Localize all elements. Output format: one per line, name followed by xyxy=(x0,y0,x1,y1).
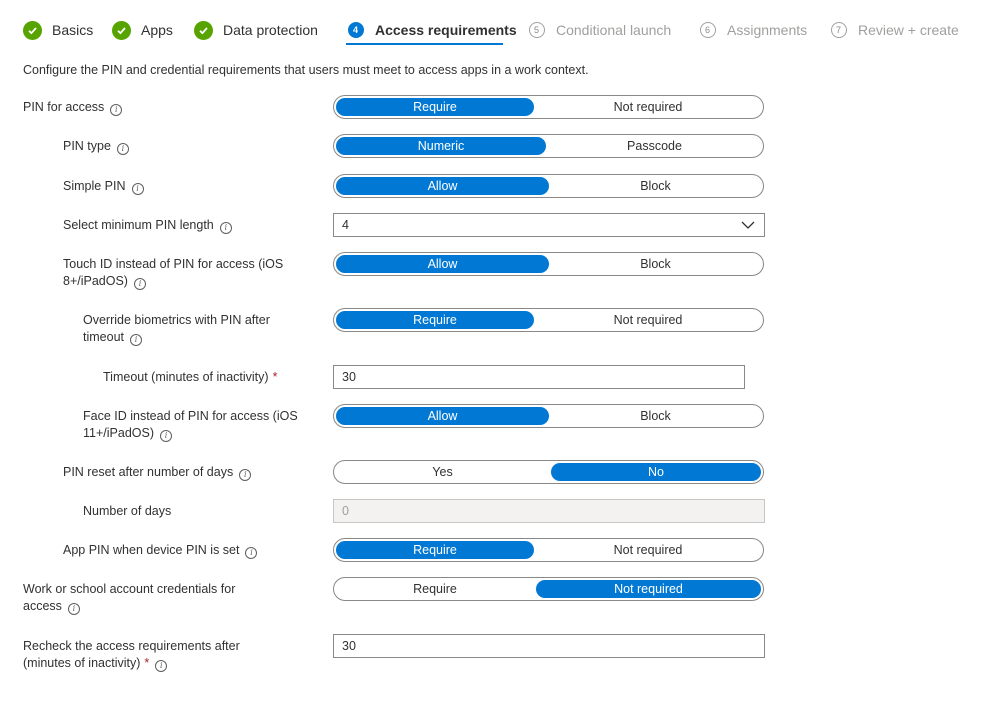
override-biometrics-toggle xyxy=(333,308,764,332)
step-label: Conditional launch xyxy=(556,22,672,38)
pin-type-toggle xyxy=(333,134,764,158)
option-not-required[interactable]: Not required xyxy=(613,100,683,114)
pin-type-label: PIN type i xyxy=(63,138,129,155)
option-yes[interactable]: Yes xyxy=(432,465,453,479)
required-marker: * xyxy=(272,370,278,384)
app-pin-device-pin-toggle xyxy=(333,538,764,562)
option-allow[interactable]: Allow xyxy=(336,407,549,425)
option-allow[interactable]: Allow xyxy=(336,177,549,195)
page-description: Configure the PIN and credential requirements that users must meet to access apps in a work context. xyxy=(23,63,589,77)
check-circle-icon xyxy=(194,21,213,40)
step-label: Apps xyxy=(141,22,173,38)
option-require[interactable]: Require xyxy=(336,98,534,116)
info-icon[interactable]: i xyxy=(239,469,251,481)
step-number-icon: 5 xyxy=(527,21,546,40)
option-require[interactable]: Require xyxy=(413,582,457,596)
step-assignments[interactable] xyxy=(698,19,807,41)
info-icon[interactable]: i xyxy=(110,104,122,116)
step-label: Review + create xyxy=(858,22,959,38)
option-block[interactable]: Block xyxy=(640,257,671,271)
wizard-steps xyxy=(0,0,1000,50)
face-id-label: Face ID instead of PIN for access (iOS 11+/iPadOS) i xyxy=(83,409,298,440)
min-pin-length-dropdown[interactable] xyxy=(333,213,765,237)
recheck-label: Recheck the access requirements after (minutes of inactivity) * i xyxy=(23,639,240,670)
override-biometrics-label: Override biometrics with PIN after timeout i xyxy=(83,313,270,344)
info-icon[interactable]: i xyxy=(155,660,167,672)
option-require[interactable]: Require xyxy=(336,541,534,559)
step-apps[interactable] xyxy=(112,19,173,41)
option-no[interactable]: No xyxy=(551,463,761,481)
option-not-required[interactable]: Not required xyxy=(536,580,761,598)
info-icon[interactable]: i xyxy=(160,430,172,442)
step-review-create[interactable] xyxy=(829,19,959,41)
step-number-icon: 4 xyxy=(346,21,365,40)
option-numeric[interactable]: Numeric xyxy=(336,137,546,155)
simple-pin-label: Simple PIN i xyxy=(63,178,144,195)
option-block[interactable]: Block xyxy=(640,179,671,193)
work-credentials-label: Work or school account credentials for access i xyxy=(23,582,236,613)
option-allow[interactable]: Allow xyxy=(336,255,549,273)
info-icon[interactable]: i xyxy=(68,603,80,615)
touch-id-label: Touch ID instead of PIN for access (iOS 8+/iPadOS) i xyxy=(63,257,284,288)
pin-for-access-toggle xyxy=(333,95,764,119)
info-icon[interactable]: i xyxy=(132,183,144,195)
check-circle-icon xyxy=(23,21,42,40)
pin-for-access-label: PIN for access i xyxy=(23,99,122,116)
check-circle-icon xyxy=(112,21,131,40)
step-conditional-launch[interactable] xyxy=(527,19,671,41)
step-number-icon: 7 xyxy=(829,21,848,40)
info-icon[interactable]: i xyxy=(220,222,232,234)
info-icon[interactable]: i xyxy=(134,278,146,290)
option-not-required[interactable]: Not required xyxy=(613,313,683,327)
option-require[interactable]: Require xyxy=(336,311,534,329)
timeout-input[interactable]: 30 xyxy=(333,365,745,389)
simple-pin-toggle xyxy=(333,174,764,198)
step-basics[interactable] xyxy=(23,19,93,41)
step-label: Data protection xyxy=(223,22,318,38)
info-icon[interactable]: i xyxy=(130,334,142,346)
number-of-days-label: Number of days xyxy=(83,504,172,518)
step-number-icon: 6 xyxy=(698,21,717,40)
pin-reset-toggle xyxy=(333,460,764,484)
app-pin-device-pin-label: App PIN when device PIN is set i xyxy=(63,542,257,559)
info-icon[interactable]: i xyxy=(117,143,129,155)
recheck-input[interactable]: 30 xyxy=(333,634,765,658)
timeout-label: Timeout (minutes of inactivity) * xyxy=(103,370,278,384)
dropdown-value: 4 xyxy=(342,218,349,232)
work-credentials-toggle xyxy=(333,577,764,601)
option-not-required[interactable]: Not required xyxy=(613,543,683,557)
chevron-down-icon xyxy=(740,217,756,233)
option-passcode[interactable]: Passcode xyxy=(627,139,682,153)
min-pin-length-label: Select minimum PIN length i xyxy=(63,217,232,234)
step-access-requirements[interactable] xyxy=(346,19,517,41)
pin-reset-label: PIN reset after number of days i xyxy=(63,464,251,481)
info-icon[interactable]: i xyxy=(245,547,257,559)
required-marker: * xyxy=(144,656,150,670)
option-block[interactable]: Block xyxy=(640,409,671,423)
active-step-underline xyxy=(346,43,503,45)
step-label: Assignments xyxy=(727,22,808,38)
number-of-days-input: 0 xyxy=(333,499,765,523)
face-id-toggle xyxy=(333,404,764,428)
step-label: Access requirements xyxy=(375,22,517,38)
step-label: Basics xyxy=(52,22,94,38)
touch-id-toggle xyxy=(333,252,764,276)
step-data-protection[interactable] xyxy=(194,19,318,41)
